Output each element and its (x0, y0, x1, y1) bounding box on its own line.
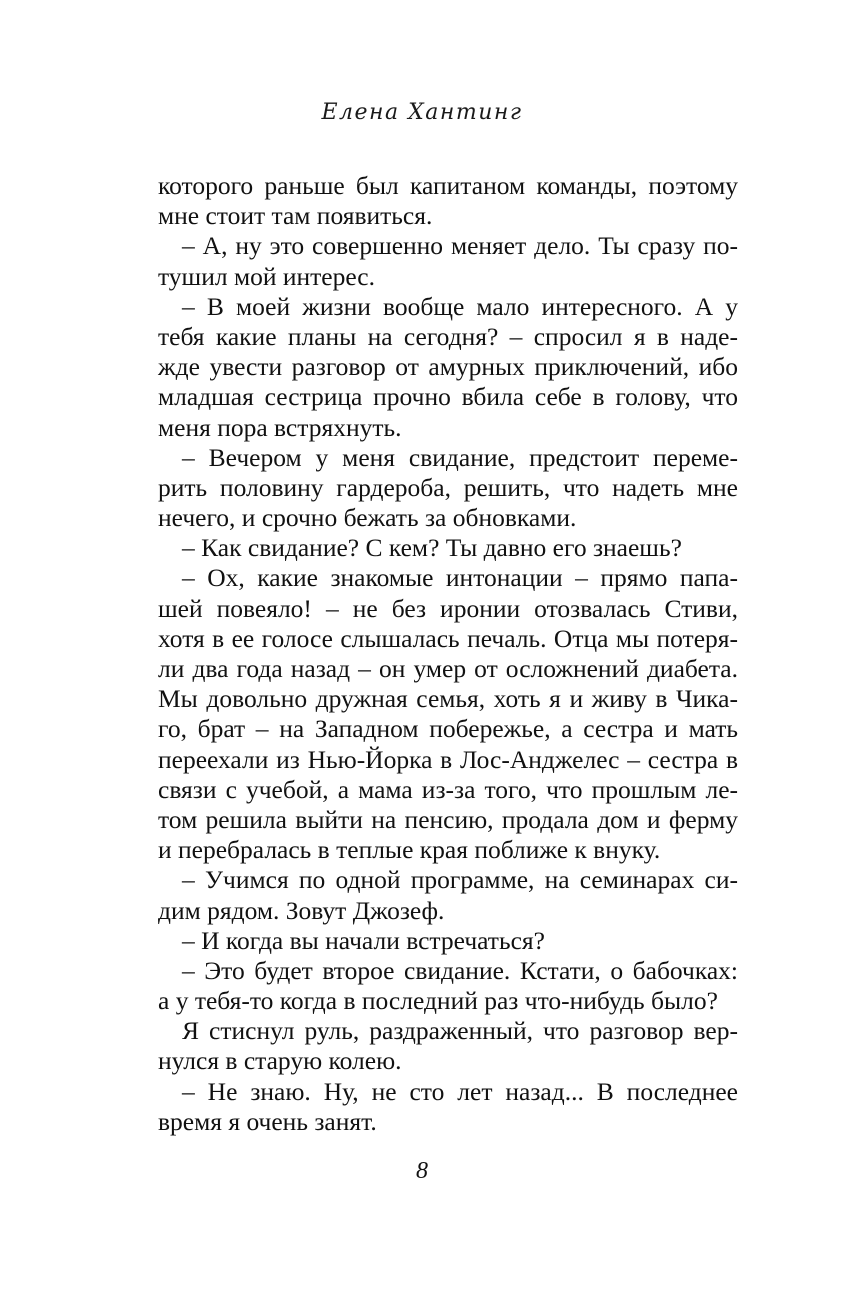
text-line: – В моей жизни вообще мало интересного. А у (182, 291, 738, 321)
text-line: а у тебя-то когда в последний раз что-нибудь было? (158, 986, 718, 1016)
text-line: – Ох, какие знакомые интонации – прямо папа- (182, 563, 738, 593)
text-line: и перебралась в теплые края поближе к внуку. (158, 835, 661, 865)
text-line: – И когда вы начали встречаться? (182, 925, 545, 955)
text-line: переехали из Нью-Йорка в Лос-Анджелес – сестра в (158, 744, 738, 774)
text-line: – Учимся по одной программе, на семинарах си- (182, 865, 738, 895)
body-text (158, 171, 738, 1137)
text-line: – А, ну это совершенно меняет дело. Ты сразу по- (182, 231, 738, 261)
text-line: нулся в старую колею. (158, 1046, 402, 1076)
text-line: Я стиснул руль, раздраженный, что разговор вер- (182, 1016, 738, 1046)
text-line: хотя в ее голосе слышалась печаль. Отца мы потеря- (158, 623, 738, 653)
text-line: – Вечером у меня свидание, предстоит переме- (182, 442, 738, 472)
page-number: 8 (416, 1158, 428, 1184)
text-line: мне стоит там появиться. (158, 201, 433, 231)
text-line: жде увести разговор от амурных приключений, ибо (158, 352, 738, 382)
text-line: время я очень занят. (158, 1106, 377, 1136)
text-line: меня пора встряхнуть. (158, 412, 402, 442)
text-line: рить половину гардероба, решить, что надеть мне (158, 472, 738, 502)
text-line: нечего, и срочно бежать за обновками. (158, 503, 577, 533)
text-line: младшая сестрица прочно вбила себе в голову, что (158, 382, 738, 412)
text-line: – Это будет второе свидание. Кстати, о бабочках: (182, 955, 738, 985)
text-line: го, брат – на Западном побережье, а сестра и мать (158, 714, 738, 744)
text-line: дим рядом. Зовут Джозеф. (158, 895, 445, 925)
text-line: – Не знаю. Ну, не сто лет назад... В последнее (182, 1076, 738, 1106)
text-line: Мы довольно дружная семья, хоть я и живу в Чика- (158, 684, 738, 714)
text-line: – Как свидание? С кем? Ты давно его знаешь? (182, 533, 682, 563)
text-line: ли два года назад – он умер от осложнений диабета. (158, 654, 738, 683)
text-line: связи с учебой, а мама из-за того, что прошлым ле- (158, 774, 738, 804)
text-line: тушил мой интерес. (158, 261, 375, 291)
running-head: Елена Хантинг (321, 100, 523, 125)
text-line: том решила выйти на пенсию, продала дом и ферму (158, 804, 738, 834)
text-line: шей повеяло! – не без иронии отозвалась Стиви, (158, 593, 738, 623)
text-line: тебя какие планы на сегодня? – спросил я в наде- (158, 321, 738, 351)
text-line: которого раньше был капитаном команды, поэтому (158, 171, 738, 200)
